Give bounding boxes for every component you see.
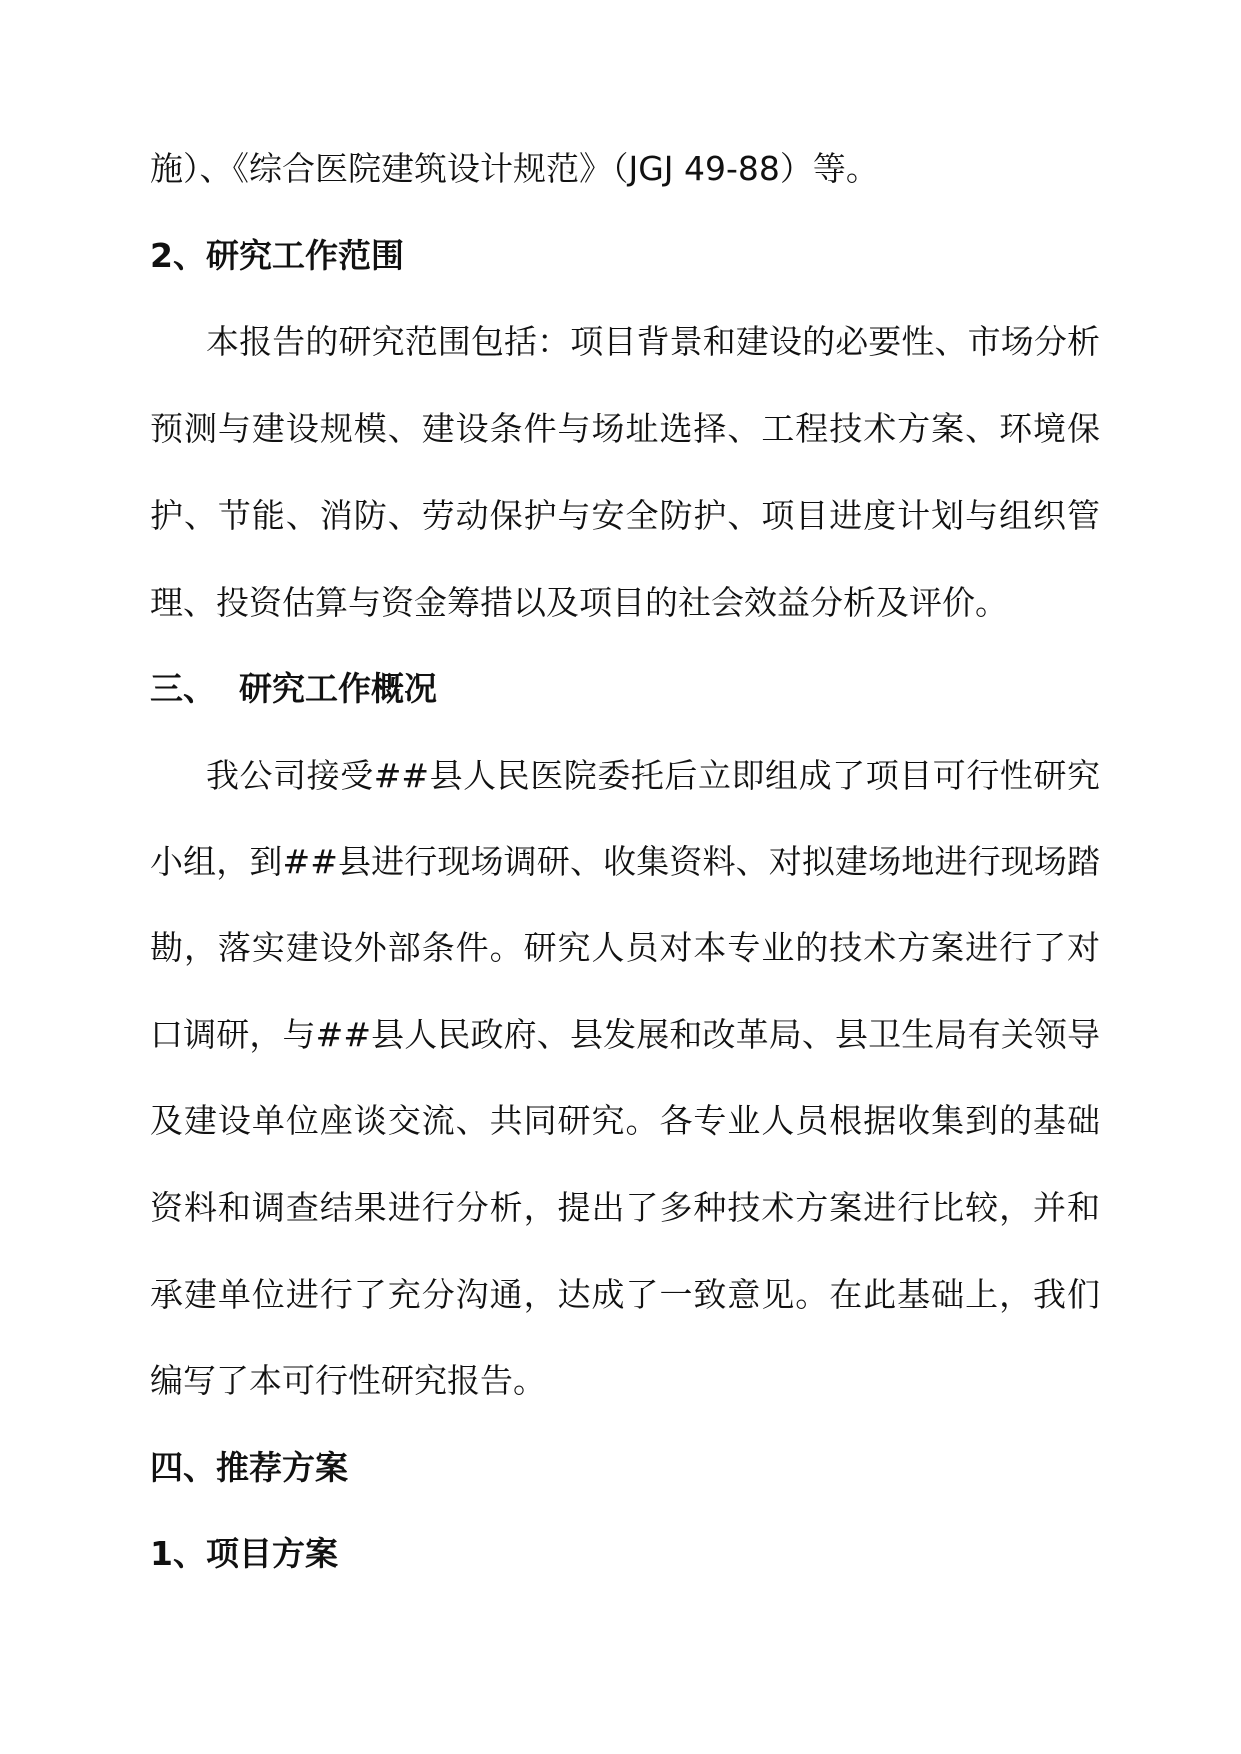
paragraph-line: 理、投资估算与资金筹措以及项目的社会效益分析及评价。	[150, 583, 1008, 622]
paragraph-line: 预测与建设规模、建设条件与场址选择、工程技术方案、环境保	[150, 409, 1100, 448]
paragraph-line: 施）、《综合医院建筑设计规范》（JGJ 49-88）等。	[150, 149, 879, 188]
paragraph-line: 勘，落实建设外部条件。研究人员对本专业的技术方案进行了对	[150, 928, 1100, 967]
paragraph-line: 护、节能、消防、劳动保护与安全防护、项目进度计划与组织管	[150, 496, 1100, 535]
paragraph-line: 承建单位进行了充分沟通，达成了一致意见。在此基础上，我们	[150, 1275, 1100, 1314]
paragraph-line: 及建设单位座谈交流、共同研究。各专业人员根据收集到的基础	[150, 1101, 1100, 1140]
section-heading: 三、 研究工作概况	[150, 669, 437, 708]
section-heading: 四、推荐方案	[150, 1448, 348, 1487]
section-heading: 1、项目方案	[150, 1534, 338, 1573]
section-heading: 2、研究工作范围	[150, 236, 404, 275]
paragraph-line: 口调研，与##县人民政府、县发展和改革局、县卫生局有关领导	[150, 1015, 1100, 1054]
paragraph-line: 资料和调查结果进行分析，提出了多种技术方案进行比较，并和	[150, 1188, 1100, 1227]
paragraph-line: 我公司接受##县人民医院委托后立即组成了项目可行性研究	[206, 756, 1100, 795]
paragraph-line: 本报告的研究范围包括：项目背景和建设的必要性、市场分析	[206, 322, 1100, 361]
paragraph-line: 编写了本可行性研究报告。	[150, 1361, 546, 1400]
paragraph-line: 小组，到##县进行现场调研、收集资料、对拟建场地进行现场踏	[150, 842, 1100, 881]
